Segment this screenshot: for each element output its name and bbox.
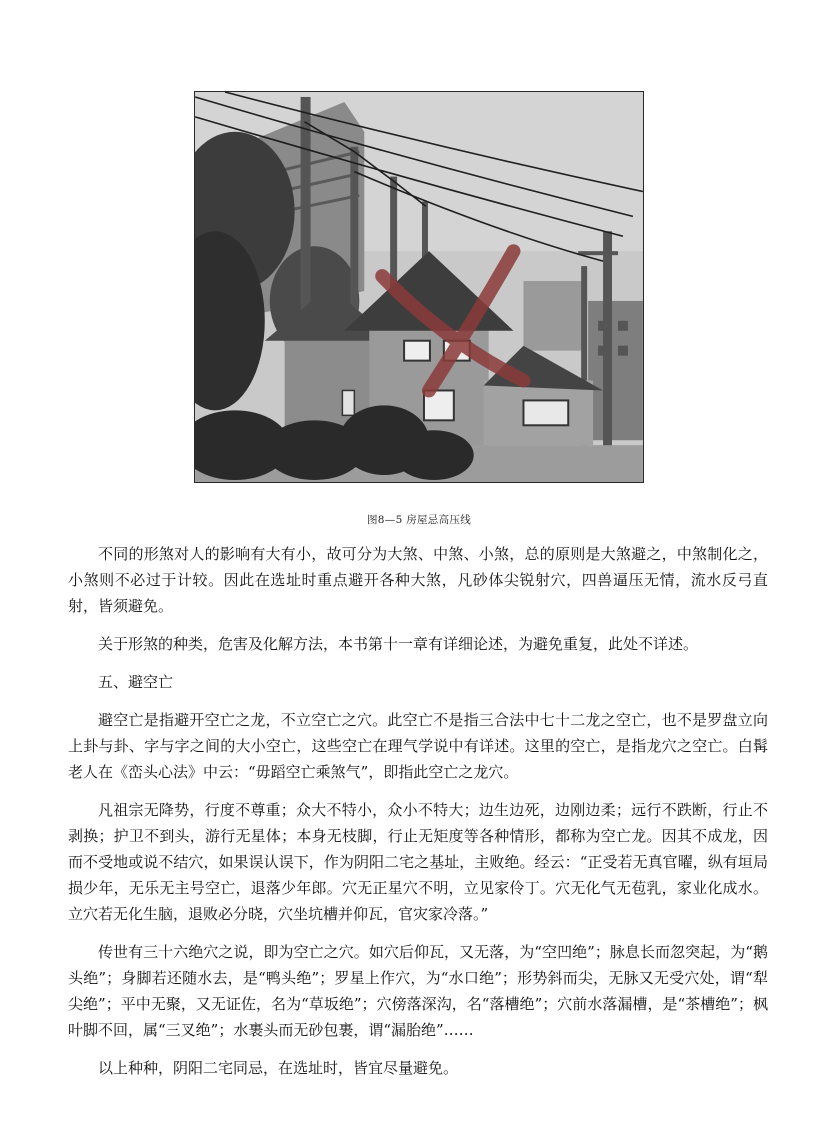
photo-illustration bbox=[195, 92, 643, 482]
figure-caption: 图8—5 房屋忌高压线 bbox=[367, 514, 471, 526]
paragraph-6: 以上种种，阴阳二宅同忌，在选址时，皆宜尽量避免。 bbox=[98, 1059, 459, 1077]
paragraph-4: 凡祖宗无降势，行度不尊重；众大不特小，众小不特大；边生边死，边刚边柔；远行不跌断，行止不剥换；护卫不到头，游行无星体；本身无枝脚，行止无矩度等各种情形，都称为空亡龙。因其不成龙，因而不受地或说不结穴，如果误认误下，作为阴阳二宅之基址，主败绝。经云：“正受若无真官曜，纵有垣局损少年，无乐无主号空亡，退落少年郎。穴无正星穴不明，立见家伶丁。穴无化气无苞乳，家业化成水。立穴若无化生脑，退败必分晓，穴坐坑槽并仰瓦，官灾家冷落。” bbox=[68, 801, 768, 923]
house-power-line-photo bbox=[194, 91, 644, 483]
paragraph-5: 传世有三十六绝穴之说，即为空亡之穴。如穴后仰瓦，又无落，为“空凹绝”；脉息长而忽突起，为“鹅头绝”；身脚若还随水去，是“鸭头绝”；罗星上作穴，为“水口绝”；形势斜而尖，无脉又无受穴处，谓“犁尖绝”；平中无聚，又无证佐，名为“草坂绝”；穴傍落深沟，名“落槽绝”；穴前水落漏槽，是“茶槽绝”；枫叶脚不回，属“三叉绝”；水裹头而无砂包裹，谓“漏胎绝”…… bbox=[68, 943, 768, 1039]
paragraph-3: 避空亡是指避开空亡之龙，不立空亡之穴。此空亡不是指三合法中七十二龙之空亡，也不是罗盘立向上卦与卦、字与字之间的大小空亡，这些空亡在理气学说中有详述。这里的空亡，是指龙穴之空亡。白髯老人在《峦头心法》中云：“毋蹈空亡乘煞气”，即指此空亡之龙穴。 bbox=[68, 711, 768, 781]
paragraph-2: 关于形煞的种类，危害及化解方法，本书第十一章有详细论述，为避免重复，此处不详述。 bbox=[98, 635, 699, 653]
section-heading: 五、避空亡 bbox=[98, 673, 174, 691]
paragraph-1: 不同的形煞对人的影响有大有小，故可分为大煞、中煞、小煞，总的原则是大煞避之，中煞制化之，小煞则不必过于计较。因此在选址时重点避开各种大煞，凡砂体尖锐射穴，四兽逼压无情，流水反弓直射，皆须避免。 bbox=[68, 545, 768, 615]
article-body bbox=[68, 541, 768, 1093]
